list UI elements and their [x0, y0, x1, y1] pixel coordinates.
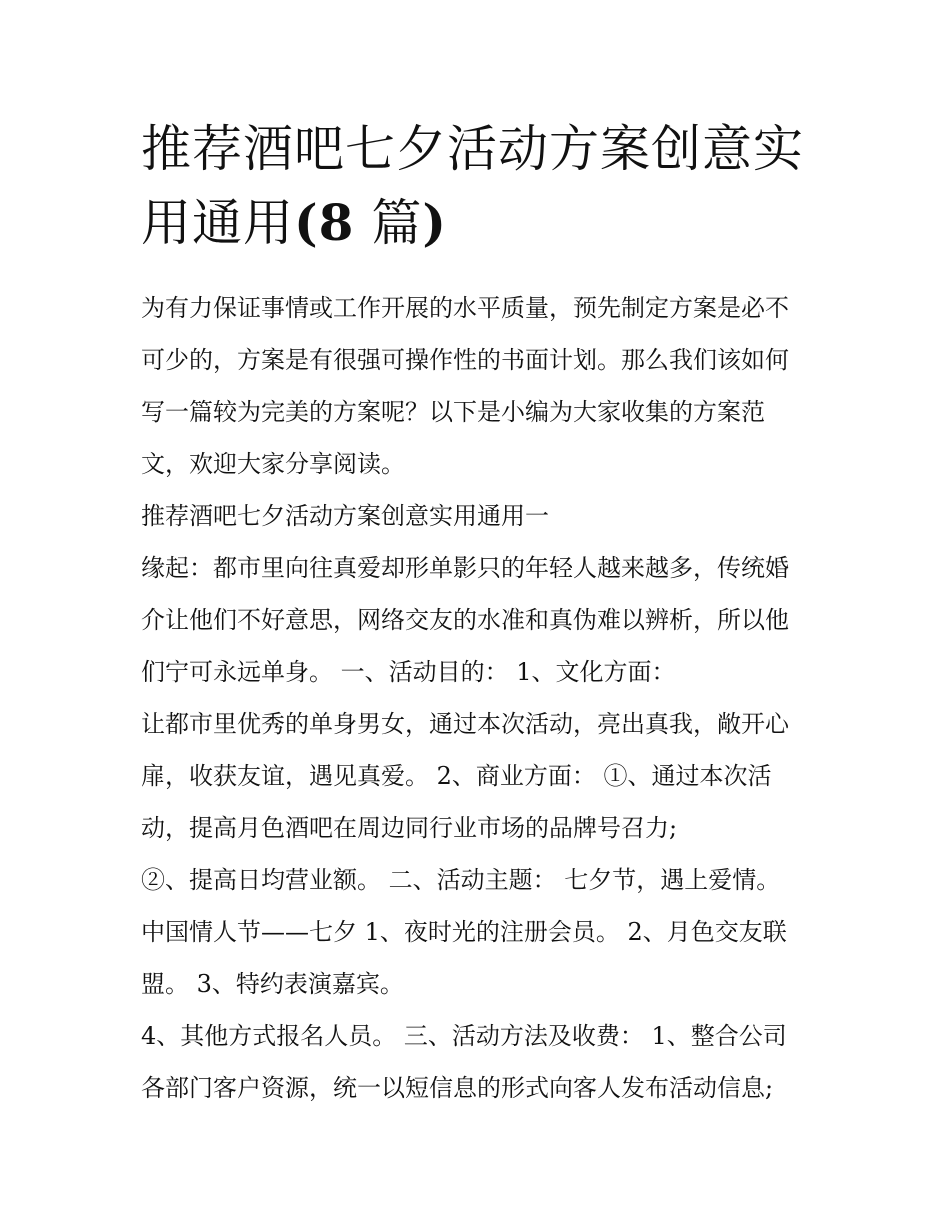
body-line: 中国情人节——七夕 1、夜时光的注册会员。 2、月色交友联 — [141, 918, 787, 946]
body-line: 文，欢迎大家分享阅读。 — [141, 450, 405, 478]
body-line: 可少的，方案是有很强可操作性的书面计划。那么我们该如何 — [141, 346, 789, 374]
body-line: 为有力保证事情或工作开展的水平质量，预先制定方案是必不 — [141, 294, 789, 322]
body-line: 动，提高月色酒吧在周边同行业市场的品牌号召力; — [141, 814, 678, 842]
section-heading: 推荐酒吧七夕活动方案创意实用通用一 — [141, 502, 549, 530]
body-line: 各部门客户资源，统一以短信息的形式向客人发布活动信息; — [141, 1074, 774, 1102]
body-line: 写一篇较为完美的方案呢？以下是小编为大家收集的方案范 — [141, 398, 765, 426]
document-content — [141, 112, 821, 1114]
title-line-1: 推荐酒吧七夕活动方案创意实 — [141, 120, 804, 178]
body-line: 扉，收获友谊，遇见真爱。 2、商业方面： ①、通过本次活 — [141, 762, 772, 790]
title-count-close: ) — [422, 193, 448, 252]
body-line: 让都市里优秀的单身男女，通过本次活动，亮出真我，敞开心 — [141, 710, 789, 738]
title-line-2-text: 用通用 — [141, 194, 294, 252]
body-line: 缘起：都市里向往真爱却形单影只的年轻人越来越多，传统婚 — [141, 554, 789, 582]
body-line: 介让他们不好意思，网络交友的水准和真伪难以辨析，所以他 — [141, 606, 789, 634]
body-line: 们宁可永远单身。 一、活动目的： 1、文化方面： — [141, 658, 676, 686]
body-line: ②、提高日均营业额。 二、活动主题： 七夕节，遇上爱情。 — [141, 866, 781, 894]
title-line-2 — [141, 186, 821, 260]
document-body — [141, 282, 821, 1114]
body-line: 盟。 3、特约表演嘉宾。 — [141, 970, 404, 998]
title-count-unit: 篇 — [354, 194, 423, 252]
title-count-open: (8 — [294, 193, 355, 252]
body-line: 4、其他方式报名人员。 三、活动方法及收费： 1、整合公司 — [141, 1022, 787, 1050]
document-title — [141, 112, 821, 260]
